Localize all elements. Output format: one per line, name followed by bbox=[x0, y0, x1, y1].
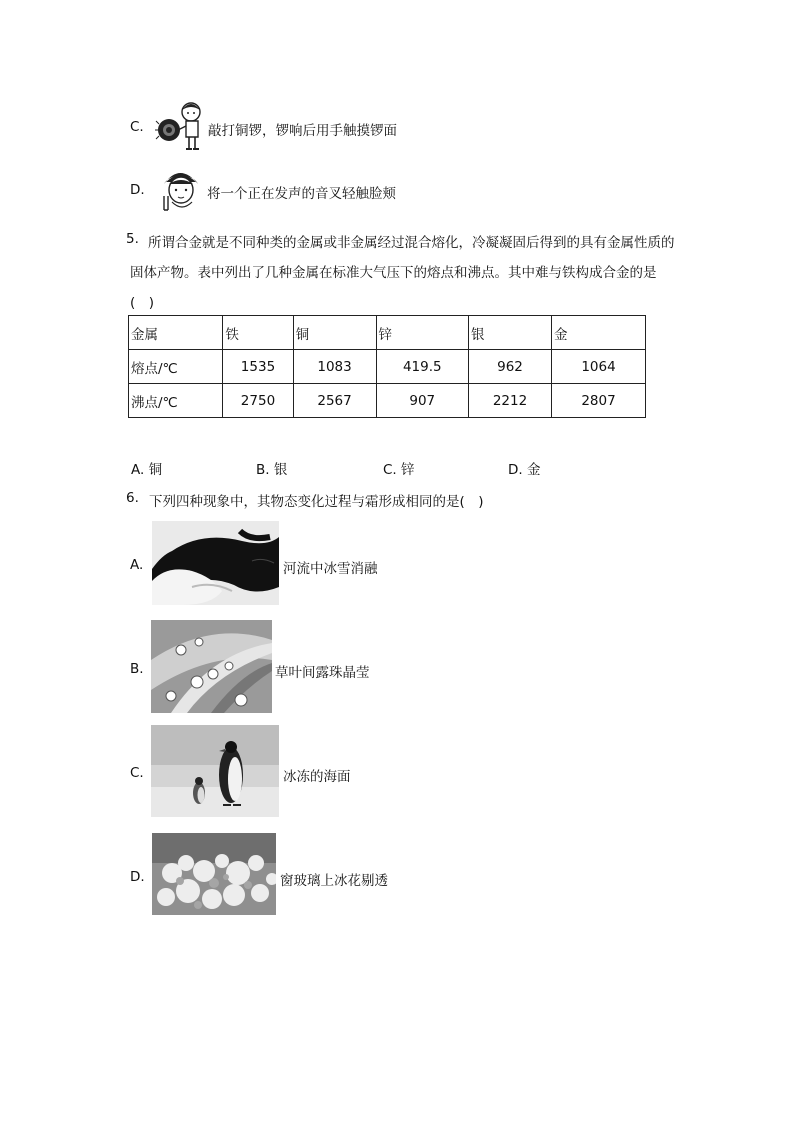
table-cell: 沸点/℃ bbox=[129, 384, 223, 418]
option-letter: C. bbox=[130, 119, 144, 135]
question-stem: 下列四种现象中，其物态变化过程与霜形成相同的是( ) bbox=[149, 494, 484, 510]
table-header-cell: 金属 bbox=[129, 316, 223, 350]
table-header-cell: 锌 bbox=[376, 316, 468, 350]
table-header-cell: 铜 bbox=[293, 316, 376, 350]
option-text: 窗玻璃上冰花剔透 bbox=[280, 873, 388, 889]
table-header-row bbox=[129, 316, 646, 350]
option-letter: D. bbox=[130, 869, 145, 885]
metal-table bbox=[128, 315, 646, 418]
option-letter: B. bbox=[130, 661, 144, 677]
option-letter: A. bbox=[131, 462, 145, 478]
option-text: 将一个正在发声的音叉轻触脸颊 bbox=[207, 186, 396, 202]
option-text: 敲打铜锣，锣响后用手触摸锣面 bbox=[208, 123, 397, 139]
table-cell: 1535 bbox=[223, 350, 293, 384]
question-stem-line-2: 固体产物。表中列出了几种金属在标准大气压下的熔点和沸点。其中难与铁构成合金的是 bbox=[130, 265, 657, 281]
option-text: 银 bbox=[273, 462, 288, 478]
table-cell: 419.5 bbox=[376, 350, 468, 384]
table-cell: 1083 bbox=[293, 350, 376, 384]
table-header-cell: 金 bbox=[551, 316, 645, 350]
table-cell: 962 bbox=[469, 350, 552, 384]
option-text: 金 bbox=[526, 462, 541, 478]
option-letter: C. bbox=[130, 765, 144, 781]
option-text: 铜 bbox=[148, 462, 163, 478]
option-text: 草叶间露珠晶莹 bbox=[275, 665, 370, 681]
table-cell: 2212 bbox=[469, 384, 552, 418]
option-d bbox=[508, 458, 540, 478]
option-text: 河流中冰雪消融 bbox=[283, 561, 378, 577]
option-text: 冰冻的海面 bbox=[283, 769, 351, 785]
question-number: 6. bbox=[126, 490, 139, 506]
table-cell: 1064 bbox=[551, 350, 645, 384]
table-cell: 熔点/℃ bbox=[129, 350, 223, 384]
option-a bbox=[131, 458, 162, 478]
option-letter: D. bbox=[508, 462, 523, 478]
dew-drops-photo-icon bbox=[151, 620, 272, 713]
ice-melting-photo-icon bbox=[152, 521, 279, 605]
table-header-cell: 银 bbox=[469, 316, 552, 350]
table-row bbox=[129, 350, 646, 384]
option-letter: D. bbox=[130, 182, 145, 198]
option-letter: B. bbox=[256, 462, 270, 478]
option-letter: C. bbox=[383, 462, 397, 478]
table-cell: 2750 bbox=[223, 384, 293, 418]
table-cell: 907 bbox=[376, 384, 468, 418]
table-cell: 2567 bbox=[293, 384, 376, 418]
option-b bbox=[256, 458, 287, 478]
table-row bbox=[129, 384, 646, 418]
gong-boy-icon bbox=[155, 100, 205, 152]
question-number: 5. bbox=[126, 231, 139, 247]
tuning-fork-girl-icon bbox=[158, 166, 204, 212]
answer-bracket: ( ) bbox=[130, 295, 155, 311]
option-letter: A. bbox=[130, 557, 144, 573]
window-frost-photo-icon bbox=[152, 833, 276, 915]
option-text: 锌 bbox=[401, 462, 415, 478]
option-c bbox=[383, 458, 415, 478]
penguins-frozen-sea-photo-icon bbox=[151, 725, 279, 817]
question-stem-line-1: 所谓合金就是不同种类的金属或非金属经过混合熔化，冷凝凝固后得到的具有金属性质的 bbox=[148, 235, 675, 251]
table-cell: 2807 bbox=[551, 384, 645, 418]
table-header-cell: 铁 bbox=[223, 316, 293, 350]
